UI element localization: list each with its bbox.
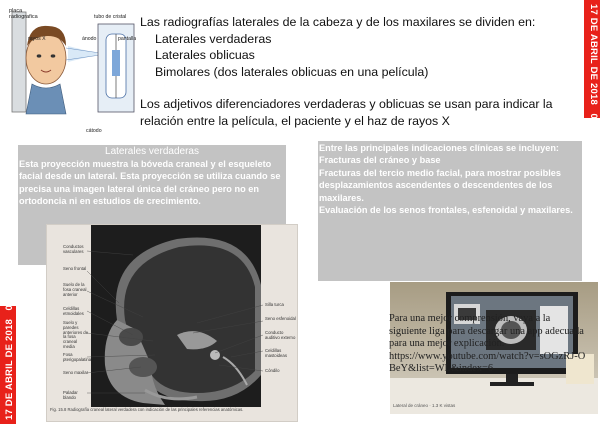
page-number-right: 07 xyxy=(588,113,599,125)
radiograph-label: Seno maxilar xyxy=(63,370,89,375)
video-meta: Lateral de cráneo · 1.3 K vistas xyxy=(393,403,456,408)
radiograph-label: Celdillas etmoidales xyxy=(63,306,84,316)
indications-line: Evaluación de los senos frontales, esfenoidal y maxilares. xyxy=(319,205,573,216)
indications-line: Fracturas del cráneo y base xyxy=(319,155,441,166)
intro-item: Bimolares (dos laterales oblicuas en una película) xyxy=(155,64,429,79)
date-strip-right-text: 17 DE ABRIL DE 2018 07 xyxy=(588,4,599,125)
radiograph-label: Paladar blando xyxy=(63,390,78,400)
panel-body: Esta proyección muestra la bóveda craneal y el esqueleto facial desde un lateral. Esta proyección se utiliza cuando se precisa una imagen lateral única del cráneo pero no en ortodoncia ni en estudios de crecimiento. xyxy=(19,159,281,206)
radiograph-label: Suelo y paredes anteriores de la fosa craneal media xyxy=(63,320,89,349)
radiograph-label: Silla turca xyxy=(265,302,284,307)
date-strip-right xyxy=(584,0,600,125)
label-tubo: tubo de cristal xyxy=(94,14,127,20)
skull-radiograph xyxy=(46,224,298,422)
xray-machine-illustration xyxy=(8,6,136,134)
video-text: Para una mejor comprensión, vaya a la siguiente liga para descargar una app adecuada para una mejor explicación. xyxy=(389,313,584,350)
label-pantalla: pantalla xyxy=(118,36,136,42)
radiograph-label: Seno frontal xyxy=(63,266,87,271)
label-rayos: rayos X xyxy=(28,36,46,42)
radiograph-label: Cóndilo xyxy=(265,368,280,373)
panel-title: Laterales verdaderas xyxy=(105,146,199,157)
video-link[interactable]: https://www.youtube.com/watch?v=sOGzRJ-OBeY&list=WL&index=6 xyxy=(389,350,586,375)
indications-line: Fracturas del tercio medio facial, para mostrar posibles desplazamientos ascendentes o descendentes de los maxilares. xyxy=(319,167,562,203)
radiograph-label: Conductos vasculares xyxy=(63,244,84,254)
radiograph-label: Celdillas mastoideas xyxy=(265,348,287,358)
page-number-left: 06 xyxy=(4,299,15,311)
radiograph-label: Conducto auditivo externo xyxy=(265,330,296,340)
radiograph-label: Seno esfenoidal xyxy=(265,316,296,321)
label-placa: placa xyxy=(9,8,23,14)
intro-paragraph: Los adjetivos diferenciadores verdaderas y oblicuas se usan para indicar la relación entre la película, el paciente y el haz de rayos X xyxy=(140,97,553,128)
intro-item: Laterales oblicuas xyxy=(155,48,255,63)
label-anodo: ánodo xyxy=(82,36,97,42)
intro-lead: Las radiografías laterales de la cabeza y de los maxilares se dividen en: xyxy=(140,15,536,29)
radiograph-label: Fosa pterigopalatina xyxy=(63,352,92,362)
date-strip-left-text: 17 DE ABRIL DE 2018 06 xyxy=(4,299,15,420)
video-caption xyxy=(389,313,589,376)
label-catodo: cátodo xyxy=(86,128,102,134)
date-strip-left xyxy=(0,299,16,424)
indications-panel xyxy=(318,141,582,281)
intro-text xyxy=(140,14,580,130)
indications-line: Entre las principales indicaciones clínicas se incluyen: xyxy=(319,143,559,153)
radiograph-caption: Fig. 15.8 Radiografía craneal lateral verdadera con indicación de las principales referencias anatómicas. xyxy=(50,407,244,412)
intro-item: Laterales verdaderas xyxy=(155,31,272,46)
radiograph-label: Suelo de la fosa craneal anterior xyxy=(63,282,87,297)
label-radiografica: radiografica xyxy=(9,14,38,20)
